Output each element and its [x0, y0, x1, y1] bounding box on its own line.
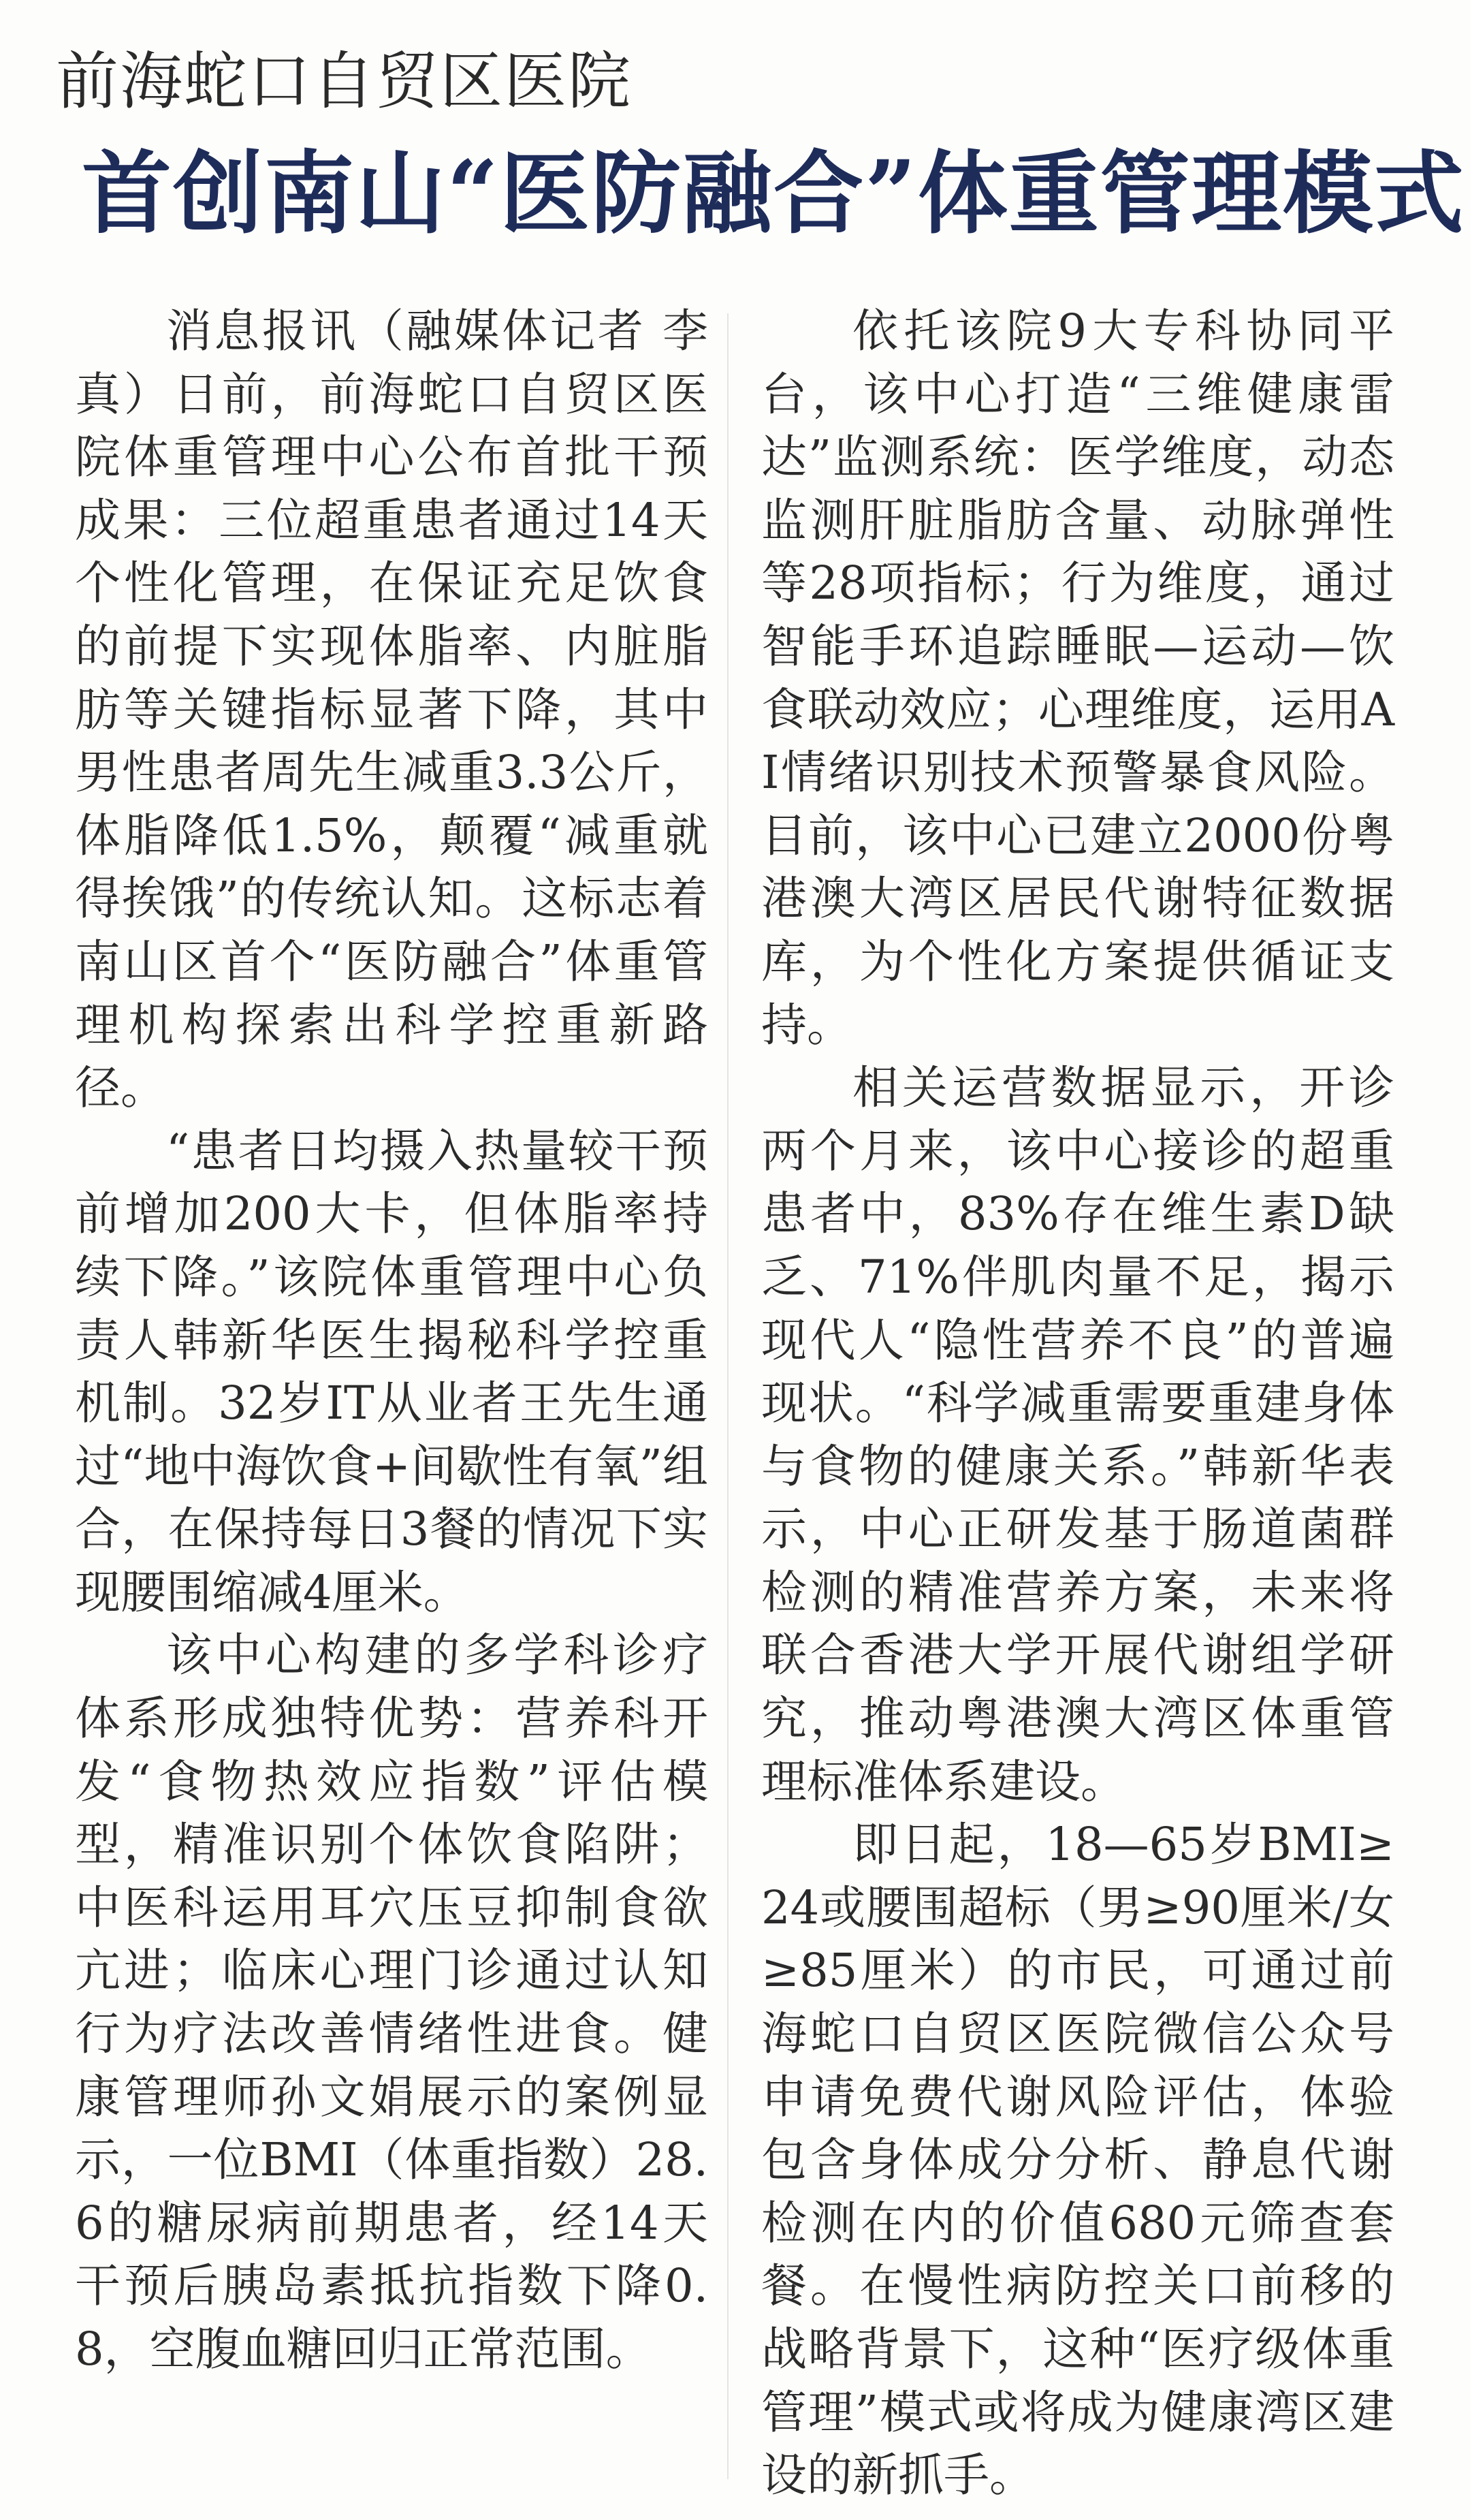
paragraph: 该中心构建的多学科诊疗体系形成独特优势：营养科开发“食物热效应指数”评估模型，精准识别个体饮食陷阱；中医科运用耳穴压豆抑制食欲亢进；临床心理门诊通过认知行为疗法改善情绪性进食。健康管理师孙文娟展示的案例显示，一位BMI（体重指数）28.6的糖尿病前期患者，经14天干预后胰岛素抵抗指数下降0.8，空腹血糖回归正常范围。	[75, 1628, 708, 2376]
paragraph: 即日起，18—65岁BMI≥24或腰围超标（男≥90厘米/女≥85厘米）的市民，可通过前海蛇口自贸区医院微信公众号申请免费代谢风险评估，体验包含身体成分分析、静息代谢检测在内的价值680元筛查套餐。在慢性病防控关口前移的战略背景下，这种“医疗级体重管理”模式或将成为健康湾区建设的新抓手。	[761, 1818, 1394, 2502]
paragraph: 依托该院9大专科协同平台，该中心打造“三维健康雷达”监测系统：医学维度，动态监测肝脏脂肪含量、动脉弹性等28项指标；行为维度，通过智能手环追踪睡眠—运动—饮食联动效应；心理维度，运用AI情绪识别技术预警暴食风险。目前，该中心已建立2000份粤港澳大湾区居民代谢特征数据库，为个性化方案提供循证支持。	[761, 304, 1394, 1052]
paragraph: 消息报讯（融媒体记者 李真）日前，前海蛇口自贸区医院体重管理中心公布首批干预成果：三位超重患者通过14天个性化管理，在保证充足饮食的前提下实现体脂率、内脏脂肪等关键指标显著下降，其中男性患者周先生减重3.3公斤，体脂降低1.5%，颠覆“减重就得挨饿”的传统认知。这标志着南山区首个“医防融合”体重管理机构探索出科学控重新路径。	[75, 304, 708, 1115]
left-column	[75, 300, 708, 2381]
paragraph: “患者日均摄入热量较干预前增加200大卡，但体脂率持续下降。”该院体重管理中心负责人韩新华医生揭秘科学控重机制。32岁IT从业者王先生通过“地中海饮食+间歇性有氧”组合，在保持每日3餐的情况下实现腰围缩减4厘米。	[75, 1124, 708, 1619]
article-headline: 首创南山“医防融合”体重管理模式	[82, 141, 1465, 247]
paragraph: 相关运营数据显示，开诊两个月来，该中心接诊的超重患者中，83%存在维生素D缺乏、71%伴肌肉量不足，揭示现代人“隐性营养不良”的普遍现状。“科学减重需要重建身体与食物的健康关系。”韩新华表示，中心正研发基于肠道菌群检测的精准营养方案，未来将联合香港大学开展代谢组学研究，推动粤港澳大湾区体重管理标准体系建设。	[761, 1061, 1394, 1808]
right-column	[761, 300, 1394, 2507]
article-kicker: 前海蛇口自贸区医院	[56, 45, 633, 118]
column-divider	[727, 313, 729, 2479]
